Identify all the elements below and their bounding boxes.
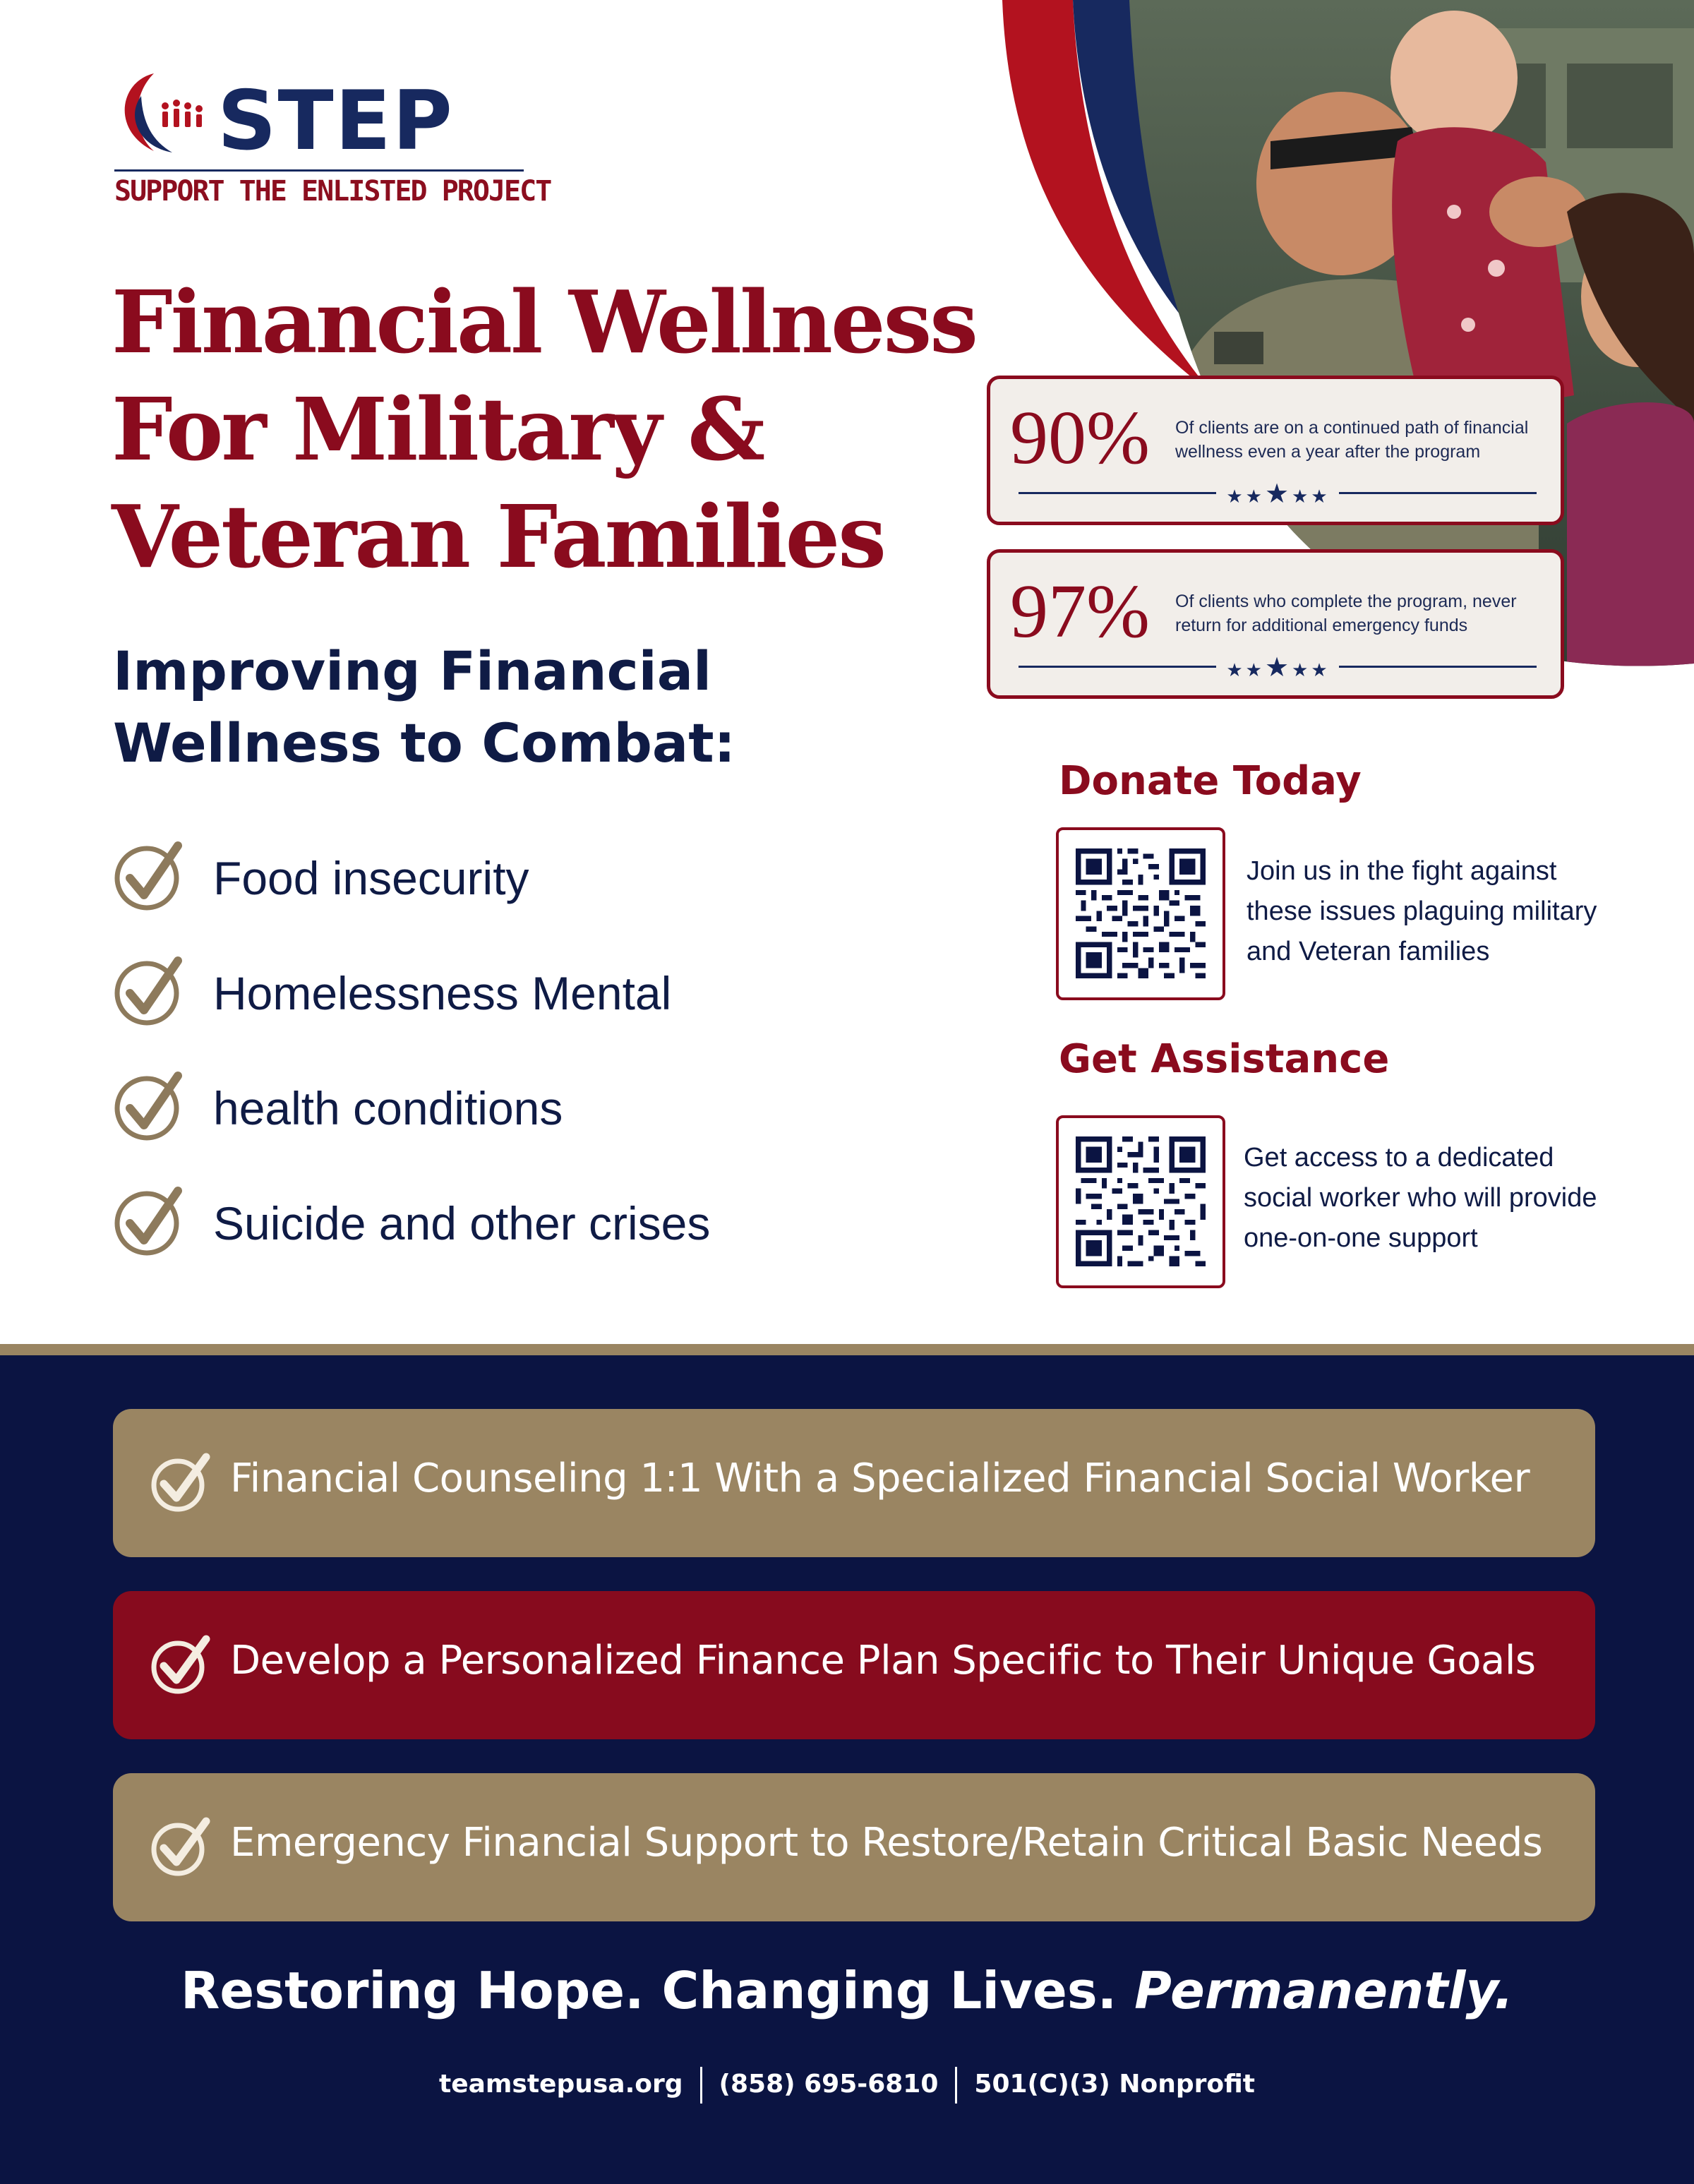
service-banner — [113, 1591, 1595, 1739]
stat-description: Of clients who complete the program, never return for additional emergency funds — [1175, 592, 1517, 635]
step-logo — [112, 68, 551, 216]
service-label: Develop a Personalized Finance Plan Specific to Their Unique Goals — [230, 1638, 1536, 1684]
list-item-label: Suicide and other crises — [213, 1197, 711, 1249]
stat-divider-left — [1019, 492, 1216, 494]
checkmark-circle-icon — [112, 839, 185, 912]
stars-icon: ★★★★★ — [1226, 478, 1330, 509]
tagline — [0, 1961, 1694, 2020]
website-link[interactable]: teamstepusa.org — [438, 2070, 683, 2099]
list-item — [112, 1069, 959, 1184]
checkmark-circle-icon — [148, 1633, 212, 1697]
page-title — [112, 268, 976, 590]
nonprofit-status: 501(C)(3) Nonprofit — [974, 2070, 1256, 2099]
logo-wordmark: STEP — [217, 73, 454, 169]
subheading-line-1: Improving Financial — [113, 640, 712, 702]
section-divider — [0, 1344, 1694, 1355]
tagline-emphasis: Permanently. — [1134, 1961, 1514, 2020]
title-line-1: Financial Wellness — [112, 271, 976, 373]
checkmark-circle-icon — [148, 1816, 212, 1879]
footer-separator — [955, 2067, 957, 2104]
combat-list — [112, 839, 959, 1299]
subheading — [113, 635, 889, 779]
logo-tagline: SUPPORT THE ENLISTED PROJECT — [114, 175, 551, 208]
donate-qr-code[interactable] — [1056, 827, 1225, 1000]
list-item — [112, 839, 959, 954]
title-line-3: Veteran Families — [112, 486, 884, 587]
donate-heading: Donate Today — [1059, 758, 1362, 804]
stars-icon: ★★★★★ — [1226, 652, 1330, 683]
checkmark-circle-icon — [112, 954, 185, 1027]
service-label: Emergency Financial Support to Restore/Retain Critical Basic Needs — [230, 1820, 1543, 1866]
donate-description: Join us in the fight against these issues plaguing military and Veteran families — [1247, 856, 1597, 966]
list-item — [112, 1184, 959, 1299]
stat-divider-right — [1339, 492, 1537, 494]
service-banner — [113, 1773, 1595, 1921]
list-item-label: Homelessness Mental — [213, 967, 672, 1019]
stat-divider-right — [1339, 666, 1537, 668]
phone-link[interactable]: (858) 695-6810 — [719, 2070, 939, 2099]
step-logo-mark-icon — [112, 68, 217, 160]
service-label: Financial Counseling 1:1 With a Specialized Financial Social Worker — [230, 1456, 1530, 1501]
stat-value: 97% — [1010, 570, 1150, 654]
list-item-label: health conditions — [213, 1082, 563, 1134]
assistance-description: Get access to a dedicated social worker who will provide one-on-one support — [1244, 1143, 1597, 1253]
assistance-heading: Get Assistance — [1059, 1036, 1390, 1082]
list-item — [112, 954, 959, 1069]
checkmark-circle-icon — [148, 1451, 212, 1515]
subheading-line-2: Wellness to Combat: — [113, 712, 735, 774]
service-banner — [113, 1409, 1595, 1557]
qr-code-icon — [1076, 848, 1206, 978]
qr-code-icon — [1076, 1136, 1206, 1266]
checkmark-circle-icon — [112, 1069, 185, 1142]
checkmark-circle-icon — [112, 1184, 185, 1257]
list-item-label: Food insecurity — [213, 852, 529, 904]
footer — [0, 2067, 1694, 2104]
stat-card — [987, 376, 1564, 525]
stat-divider-left — [1019, 666, 1216, 668]
logo-divider — [114, 169, 524, 172]
title-line-2: For Military & — [112, 378, 764, 480]
stat-card — [987, 549, 1564, 699]
footer-separator — [700, 2067, 702, 2104]
stat-value: 90% — [1010, 396, 1150, 480]
stat-description: Of clients are on a continued path of financial wellness even a year after the program — [1175, 418, 1529, 462]
assistance-qr-code[interactable] — [1056, 1115, 1225, 1288]
tagline-main: Restoring Hope. Changing Lives. — [180, 1961, 1117, 2020]
